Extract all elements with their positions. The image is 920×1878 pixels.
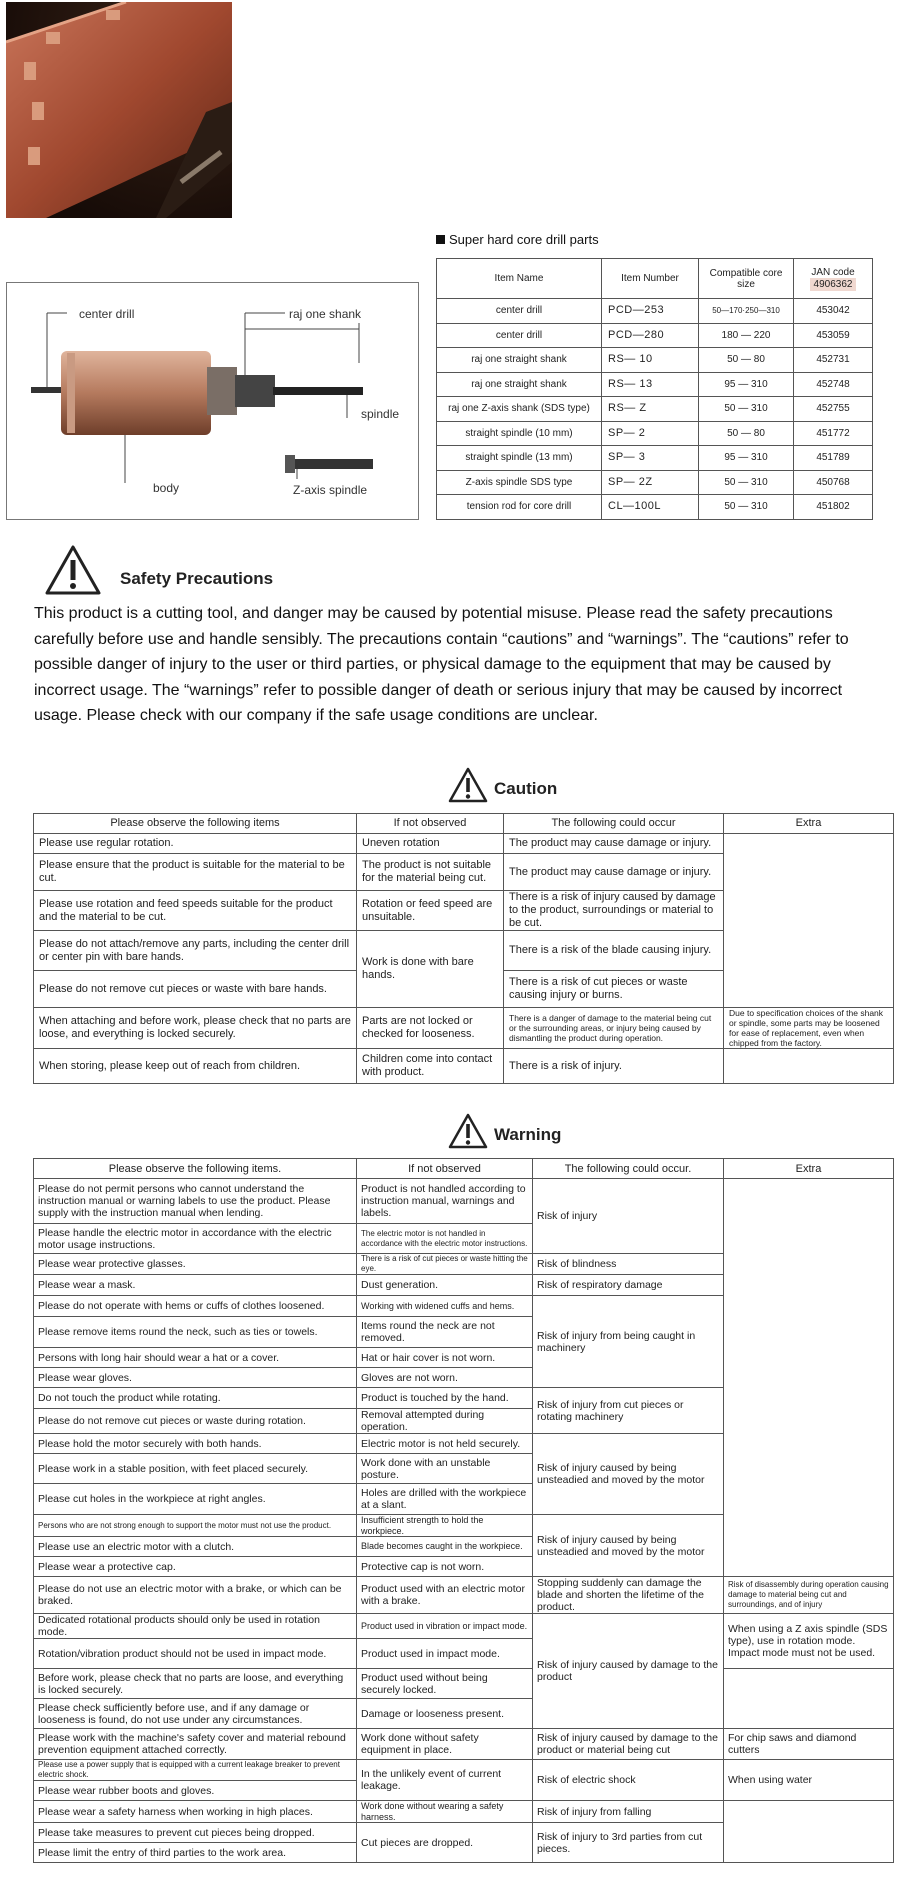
table-cell: When storing, please keep out of reach from children. xyxy=(34,1049,357,1084)
table-cell: 451772 xyxy=(794,421,873,446)
table-cell: Cut pieces are dropped. xyxy=(357,1823,533,1863)
table-cell: Risk of electric shock xyxy=(533,1760,724,1801)
table-cell: 50 — 80 xyxy=(699,348,794,373)
table-cell: raj one straight shank xyxy=(437,348,602,373)
table-cell: Work done without safety equipment in place. xyxy=(357,1729,533,1760)
table-cell: Risk of blindness xyxy=(533,1254,724,1275)
table-cell: For chip saws and diamond cutters xyxy=(724,1729,894,1760)
table-cell: 180 — 220 xyxy=(699,323,794,348)
table-cell: raj one Z-axis shank (SDS type) xyxy=(437,397,602,422)
table-cell: Dust generation. xyxy=(357,1275,533,1296)
table-cell: 95 — 310 xyxy=(699,372,794,397)
table-cell: Please wear a protective cap. xyxy=(34,1557,357,1577)
table-cell: Please handle the electric motor in accordance with the electric motor usage instructions. xyxy=(34,1224,357,1254)
table-cell: 450768 xyxy=(794,470,873,495)
table-cell xyxy=(724,1179,894,1577)
table-cell: PCD—280 xyxy=(602,323,699,348)
warning-section-icon xyxy=(448,1113,488,1149)
table-cell: Risk of disassembly during operation causing damage to material being cut and surroundings, and of injury xyxy=(724,1577,894,1614)
header-item-number: Item Number xyxy=(602,259,699,299)
table-cell: Product used in impact mode. xyxy=(357,1639,533,1669)
table-cell: Please do not attach/remove any parts, including the center drill or center pin with bare hands. xyxy=(34,931,357,971)
table-cell: CL—100L xyxy=(602,495,699,520)
table-cell: 451802 xyxy=(794,495,873,520)
table-cell: Risk of injury from being caught in machinery xyxy=(533,1296,724,1388)
table-cell: RS— 10 xyxy=(602,348,699,373)
table-cell: Please take measures to prevent cut pieces being dropped. xyxy=(34,1823,357,1843)
table-cell: There is a risk of cut pieces or waste hitting the eye. xyxy=(357,1254,533,1275)
table-cell: Please limit the entry of third parties to the work area. xyxy=(34,1843,357,1863)
table-cell: 50 — 310 xyxy=(699,397,794,422)
warning-title: Warning xyxy=(494,1125,562,1144)
table-cell: 452755 xyxy=(794,397,873,422)
header-item-name: Item Name xyxy=(437,259,602,299)
parts-table-title: Super hard core drill parts xyxy=(436,232,599,247)
warning-header: The following could occur. xyxy=(533,1159,724,1179)
table-row xyxy=(437,446,873,471)
table-cell: Working with widened cuffs and hems. xyxy=(357,1296,533,1317)
table-cell: Risk of injury from cut pieces or rotating machinery xyxy=(533,1388,724,1434)
table-cell: Risk of injury caused by being unsteadied and moved by the motor xyxy=(533,1515,724,1577)
table-cell: Please hold the motor securely with both hands. xyxy=(34,1434,357,1454)
table-cell: Product used without being securely locked. xyxy=(357,1669,533,1699)
header-jan: JAN code 4906362 xyxy=(794,259,873,299)
table-cell: tension rod for core drill xyxy=(437,495,602,520)
table-cell: PCD—253 xyxy=(602,299,699,324)
table-cell: When using a Z axis spindle (SDS type), use in rotation mode. Impact mode must not be used. xyxy=(724,1614,894,1669)
table-cell: Items round the neck are not removed. xyxy=(357,1317,533,1348)
table-cell: Work done without wearing a safety harness. xyxy=(357,1801,533,1823)
table-cell: Please use an electric motor with a clutch. xyxy=(34,1537,357,1557)
parts-table xyxy=(436,258,873,520)
table-row xyxy=(437,421,873,446)
warning-triangle-icon xyxy=(44,544,102,596)
warning-header: Extra xyxy=(724,1159,894,1179)
table-cell xyxy=(724,1801,894,1863)
table-cell: 50 — 80 xyxy=(699,421,794,446)
caution-header: If not observed xyxy=(357,814,504,834)
label-raj-one-shank: raj one shank xyxy=(289,307,362,321)
caution-title: Caution xyxy=(494,779,558,798)
table-cell: Risk of injury caused by being unsteadied and moved by the motor xyxy=(533,1434,724,1515)
table-row xyxy=(437,323,873,348)
table-cell: RS— Z xyxy=(602,397,699,422)
table-cell: Please do not operate with hems or cuffs of clothes loosened. xyxy=(34,1296,357,1317)
table-cell: 452731 xyxy=(794,348,873,373)
table-cell: Risk of respiratory damage xyxy=(533,1275,724,1296)
label-z-axis-spindle: Z-axis spindle xyxy=(293,483,368,497)
table-cell: Due to specification choices of the shank or spindle, some parts may be loosened for ease of replacement, even when chipped from the factory. xyxy=(724,1008,894,1049)
table-cell: straight spindle (10 mm) xyxy=(437,421,602,446)
warning-table xyxy=(33,1158,894,1863)
table-cell: The product may cause damage or injury. xyxy=(504,834,724,854)
table-cell: In the unlikely event of current leakage. xyxy=(357,1760,533,1801)
table-cell: Work is done with bare hands. xyxy=(357,931,504,1008)
table-cell: SP— 3 xyxy=(602,446,699,471)
table-cell: There is a risk of the blade causing injury. xyxy=(504,931,724,971)
table-cell: Please wear a safety harness when working in high places. xyxy=(34,1801,357,1823)
table-cell: The product is not suitable for the material being cut. xyxy=(357,854,504,891)
table-cell: Please do not use an electric motor with a brake, or which can be braked. xyxy=(34,1577,357,1614)
table-cell: 50—170·250—310 xyxy=(699,299,794,324)
table-cell: Children come into contact with product. xyxy=(357,1049,504,1084)
table-cell: Please remove items round the neck, such as ties or towels. xyxy=(34,1317,357,1348)
table-cell: Please use a power supply that is equipped with a current leakage breaker to prevent electric shock. xyxy=(34,1760,357,1781)
table-cell: RS— 13 xyxy=(602,372,699,397)
caution-header: Please observe the following items xyxy=(34,814,357,834)
table-cell: Please use rotation and feed speeds suitable for the product and the material to be cut. xyxy=(34,891,357,931)
table-cell: Dedicated rotational products should only be used in rotation mode. xyxy=(34,1614,357,1639)
table-cell: Product used with an electric motor with a brake. xyxy=(357,1577,533,1614)
table-cell: raj one straight shank xyxy=(437,372,602,397)
table-cell: Persons who are not strong enough to support the motor must not use the product. xyxy=(34,1515,357,1537)
table-cell: Please ensure that the product is suitable for the material to be cut. xyxy=(34,854,357,891)
table-cell: There is a risk of cut pieces or waste causing injury or burns. xyxy=(504,971,724,1008)
table-row xyxy=(437,348,873,373)
table-cell: Please do not remove cut pieces or waste during rotation. xyxy=(34,1409,357,1434)
table-cell: The product may cause damage or injury. xyxy=(504,854,724,891)
table-row xyxy=(437,397,873,422)
table-cell: Please use regular rotation. xyxy=(34,834,357,854)
table-row xyxy=(437,470,873,495)
table-row xyxy=(437,299,873,324)
table-cell: Please wear a mask. xyxy=(34,1275,357,1296)
label-spindle: spindle xyxy=(361,407,400,421)
table-cell: Blade becomes caught in the workpiece. xyxy=(357,1537,533,1557)
table-row xyxy=(437,495,873,520)
table-cell: Stopping suddenly can damage the blade and shorten the lifetime of the product. xyxy=(533,1577,724,1614)
label-body: body xyxy=(153,481,180,495)
table-cell: Please wear rubber boots and gloves. xyxy=(34,1781,357,1801)
table-cell: There is a danger of damage to the material being cut or the surrounding areas, or injury being caused by dismantling the product during operation. xyxy=(504,1008,724,1049)
header-core-size: Compatible core size xyxy=(699,259,794,299)
table-cell: Risk of injury xyxy=(533,1179,724,1254)
table-cell: Hat or hair cover is not worn. xyxy=(357,1348,533,1368)
table-cell: center drill xyxy=(437,299,602,324)
product-photo xyxy=(6,2,232,218)
table-cell xyxy=(724,1669,894,1729)
table-cell: Please work in a stable position, with feet placed securely. xyxy=(34,1454,357,1484)
table-cell: Persons with long hair should wear a hat or a cover. xyxy=(34,1348,357,1368)
table-cell: Uneven rotation xyxy=(357,834,504,854)
table-cell xyxy=(724,834,894,1008)
table-cell: Please wear protective glasses. xyxy=(34,1254,357,1275)
table-cell: straight spindle (13 mm) xyxy=(437,446,602,471)
table-cell: 453059 xyxy=(794,323,873,348)
safety-text: This product is a cutting tool, and danger may be caused by potential misuse. Please read the safety precautions carefully before use and handle sensibly. The precautions contain “cautions” and “warnings”. The “cautions” refer to possible danger of injury to the user or third parties, or physical damage to the equipment that may be caused by incorrect usage. The “warnings” refer to possible danger of death or serious injury that may be caused by incorrect usage. Please check with our company if the safe usage conditions are unclear. xyxy=(34,605,849,725)
table-cell: There is a risk of injury caused by damage to the product, surroundings or material to be cut. xyxy=(504,891,724,931)
table-cell: Risk of injury caused by damage to the product xyxy=(533,1614,724,1729)
parts-diagram xyxy=(6,282,419,520)
table-row xyxy=(437,372,873,397)
table-cell: center drill xyxy=(437,323,602,348)
caution-header: The following could occur xyxy=(504,814,724,834)
table-cell: Risk of injury from falling xyxy=(533,1801,724,1823)
table-cell: 452748 xyxy=(794,372,873,397)
table-cell: Please work with the machine's safety cover and material rebound prevention equipment attached correctly. xyxy=(34,1729,357,1760)
table-cell: Please check sufficiently before use, and if any damage or looseness is found, do not use under any circumstances. xyxy=(34,1699,357,1729)
table-cell: 451789 xyxy=(794,446,873,471)
table-cell: Rotation/vibration product should not be used in impact mode. xyxy=(34,1639,357,1669)
table-cell: Please do not permit persons who cannot understand the instruction manual or warning labels to use the product. Please supply with the instruction manual when lending. xyxy=(34,1179,357,1224)
table-cell: Please do not remove cut pieces or waste with bare hands. xyxy=(34,971,357,1008)
table-cell: There is a risk of injury. xyxy=(504,1049,724,1084)
table-cell xyxy=(724,1049,894,1084)
label-center-drill: center drill xyxy=(79,307,135,321)
table-cell: SP— 2Z xyxy=(602,470,699,495)
table-cell: 50 — 310 xyxy=(699,495,794,520)
table-cell: When attaching and before work, please check that no parts are loose, and everything is locked securely. xyxy=(34,1008,357,1049)
table-cell: Damage or looseness present. xyxy=(357,1699,533,1729)
table-cell: Holes are drilled with the workpiece at a slant. xyxy=(357,1484,533,1515)
table-cell: Parts are not locked or checked for looseness. xyxy=(357,1008,504,1049)
table-cell: Before work, please check that no parts are loose, and everything is locked securely. xyxy=(34,1669,357,1699)
caution-header: Extra xyxy=(724,814,894,834)
table-cell: Risk of injury caused by damage to the product or material being cut xyxy=(533,1729,724,1760)
table-cell: Product is touched by the hand. xyxy=(357,1388,533,1409)
table-cell: 95 — 310 xyxy=(699,446,794,471)
table-cell: Protective cap is not worn. xyxy=(357,1557,533,1577)
table-cell: SP— 2 xyxy=(602,421,699,446)
caution-triangle-icon xyxy=(448,767,488,803)
table-cell: Product used in vibration or impact mode. xyxy=(357,1614,533,1639)
warning-header: Please observe the following items. xyxy=(34,1159,357,1179)
table-cell: Electric motor is not held securely. xyxy=(357,1434,533,1454)
table-cell: Please cut holes in the workpiece at right angles. xyxy=(34,1484,357,1515)
table-cell: Gloves are not worn. xyxy=(357,1368,533,1388)
table-cell: Product is not handled according to instruction manual, warnings and labels. xyxy=(357,1179,533,1224)
table-cell: 453042 xyxy=(794,299,873,324)
table-cell: Work done with an unstable posture. xyxy=(357,1454,533,1484)
table-cell: Please wear gloves. xyxy=(34,1368,357,1388)
table-cell: Insufficient strength to hold the workpiece. xyxy=(357,1515,533,1537)
safety-title: Safety Precautions xyxy=(120,569,274,588)
table-cell: Risk of injury to 3rd parties from cut pieces. xyxy=(533,1823,724,1863)
warning-header: If not observed xyxy=(357,1159,533,1179)
table-cell: Z-axis spindle SDS type xyxy=(437,470,602,495)
table-cell: Do not touch the product while rotating. xyxy=(34,1388,357,1409)
table-cell: 50 — 310 xyxy=(699,470,794,495)
table-cell: Removal attempted during operation. xyxy=(357,1409,533,1434)
table-cell: When using water xyxy=(724,1760,894,1801)
caution-table xyxy=(33,813,894,1084)
table-cell: Rotation or feed speed are unsuitable. xyxy=(357,891,504,931)
table-cell: The electric motor is not handled in accordance with the electric motor instructions. xyxy=(357,1224,533,1254)
